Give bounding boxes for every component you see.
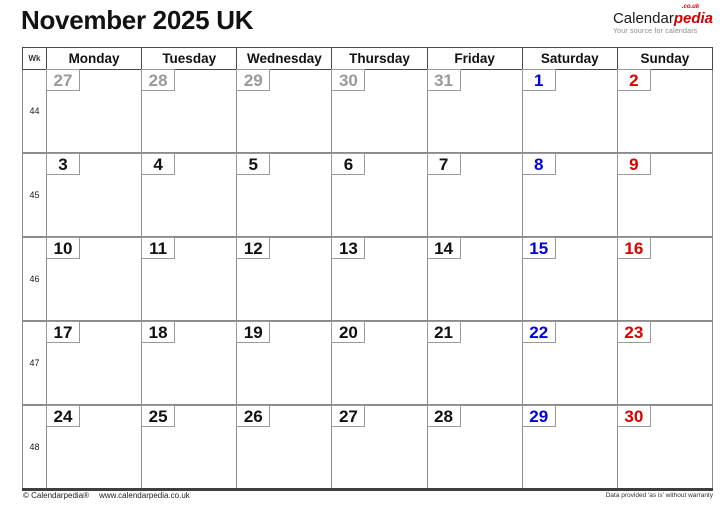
week-row-48 [23,405,713,490]
date-box: 18 [141,321,175,343]
date-box: 6 [331,153,365,175]
week-number-48: 48 [23,405,47,490]
calendar-day-cell [237,321,332,405]
logo-domain-suffix: .co.uk [681,4,700,10]
date-box: 10 [46,237,80,259]
day-header-tuesday: Tuesday [142,48,237,70]
logo-tagline: Your source for calendars [612,28,698,35]
footer-copyright [23,491,190,500]
date-box: 25 [141,405,175,427]
date-box: 24 [46,405,80,427]
week-row-44 [23,70,713,154]
date-box: 8 [522,153,556,175]
copyright-text: © Calendarpedia® [23,491,90,500]
day-header-sunday: Sunday [617,48,712,70]
calendar-day-cell [237,237,332,321]
calendar-day-cell [522,153,617,237]
calendar-day-cell [142,405,237,490]
date-box: 26 [236,405,270,427]
calendar-day-cell [617,321,712,405]
day-header-saturday: Saturday [522,48,617,70]
calendar-day-cell [47,70,142,154]
week-number-45: 45 [23,153,47,237]
calendar-day-cell [237,153,332,237]
date-box: 31 [427,69,461,91]
website-url: www.calendarpedia.co.uk [99,491,190,500]
calendar-day-cell [332,321,427,405]
date-box: 22 [522,321,556,343]
date-box: 27 [331,405,365,427]
calendar-day-cell [47,321,142,405]
calendar-day-cell [522,405,617,490]
calendar-day-cell [237,70,332,154]
date-box: 4 [141,153,175,175]
calendar-day-cell [332,70,427,154]
calendar-day-cell [47,153,142,237]
logo-text-black: Calendar [612,10,674,27]
date-box: 19 [236,321,270,343]
date-box: 7 [427,153,461,175]
date-box: 13 [331,237,365,259]
date-box: 1 [522,69,556,91]
week-number-46: 46 [23,237,47,321]
date-box: 14 [427,237,461,259]
calendar-day-cell [427,70,522,154]
calendar-day-cell [142,237,237,321]
calendar-day-cell [427,237,522,321]
date-box: 21 [427,321,461,343]
day-header-thursday: Thursday [332,48,427,70]
date-box: 27 [46,69,80,91]
week-row-45 [23,153,713,237]
calendar-day-cell [617,405,712,490]
day-header-monday: Monday [47,48,142,70]
week-row-46 [23,237,713,321]
logo-text-red: pedia .co.uk [673,4,713,27]
date-box: 2 [617,69,651,91]
week-number-44: 44 [23,70,47,154]
date-box: 9 [617,153,651,175]
calendar-day-cell [617,237,712,321]
date-box: 20 [331,321,365,343]
calendar-day-cell [427,405,522,490]
calendar-day-cell [237,405,332,490]
week-column-header: Wk [23,48,47,70]
date-box: 3 [46,153,80,175]
calendar-table [22,47,713,491]
date-box: 12 [236,237,270,259]
calendar-day-cell [617,70,712,154]
calendar-day-cell [522,70,617,154]
calendar-day-cell [522,237,617,321]
calendar-header-row [23,48,713,70]
calendar-day-cell [617,153,712,237]
calendar-day-cell [332,153,427,237]
day-header-friday: Friday [427,48,522,70]
date-box: 11 [141,237,175,259]
footer-disclaimer: Data provided 'as is' without warranty [605,492,713,499]
date-box: 16 [617,237,651,259]
calendar-day-cell [47,405,142,490]
date-box: 28 [427,405,461,427]
calendar-day-cell [332,405,427,490]
calendar-day-cell [522,321,617,405]
calendar-day-cell [142,70,237,154]
calendar-day-cell [427,321,522,405]
page-title: November 2025 UK [21,5,254,35]
date-box: 30 [617,405,651,427]
calendarpedia-logo [612,4,713,35]
calendar-day-cell [427,153,522,237]
week-row-47 [23,321,713,405]
date-box: 28 [141,69,175,91]
date-box: 29 [236,69,270,91]
calendar-day-cell [142,321,237,405]
week-number-47: 47 [23,321,47,405]
day-header-wednesday: Wednesday [237,48,332,70]
calendar-day-cell [47,237,142,321]
date-box: 17 [46,321,80,343]
date-box: 5 [236,153,270,175]
logo-wordmark [612,4,713,27]
date-box: 30 [331,69,365,91]
date-box: 15 [522,237,556,259]
date-box: 29 [522,405,556,427]
calendar-day-cell [142,153,237,237]
date-box: 23 [617,321,651,343]
calendar-day-cell [332,237,427,321]
